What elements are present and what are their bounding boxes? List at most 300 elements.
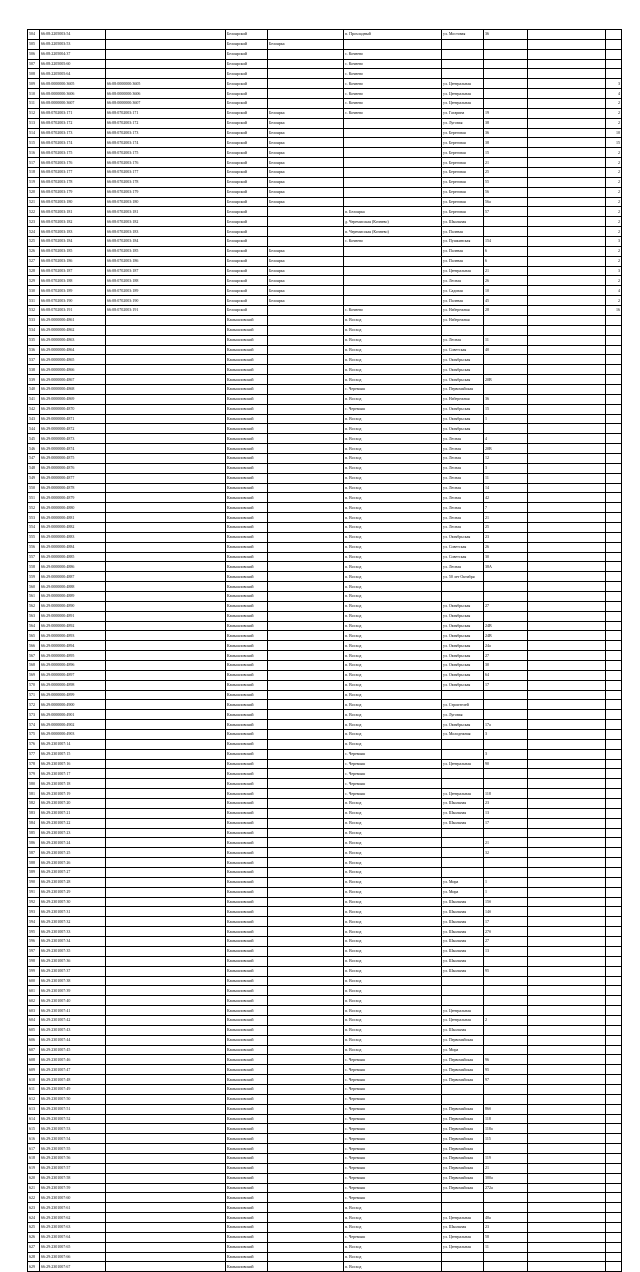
building-cell (528, 414, 606, 424)
table-row (28, 572, 622, 582)
settlement-cell: с. Кочнево (344, 108, 442, 118)
settlement-cell (344, 138, 442, 148)
district-type-cell: Белоярка (268, 197, 344, 207)
settlement-cell: с. Кочнево (344, 79, 442, 89)
settlement-cell: п. Восход (344, 611, 442, 621)
building-cell (528, 582, 606, 592)
settlement-cell: п. Восход (344, 532, 442, 542)
building-cell (528, 1094, 606, 1104)
object-number-cell (106, 453, 226, 463)
settlement-cell: п. Восход (344, 1006, 442, 1016)
row-number-cell: 561 (28, 591, 40, 601)
settlement-cell: с. Кочнево (344, 59, 442, 69)
flat-cell (606, 789, 622, 799)
district-cell: Белоярский (226, 256, 268, 266)
district-cell: Камышловский (226, 1222, 268, 1232)
cadastral-number-cell: 66:29:2301007:67 (40, 1262, 106, 1272)
house-cell (484, 1262, 528, 1272)
cadastral-number-cell: 66:29:0000000:4895 (40, 651, 106, 661)
cadastral-number-cell: 66:29:0000000:4879 (40, 493, 106, 503)
object-number-cell (106, 858, 226, 868)
house-cell: 11 (484, 335, 528, 345)
house-cell: 24а (484, 641, 528, 651)
object-number-cell (106, 365, 226, 375)
house-cell (484, 49, 528, 59)
table-row (28, 651, 622, 661)
building-cell (528, 868, 606, 878)
flat-cell (606, 661, 622, 671)
district-type-cell (268, 345, 344, 355)
flat-cell (606, 759, 622, 769)
building-cell (528, 769, 606, 779)
district-cell: Камышловский (226, 789, 268, 799)
flat-cell (606, 1262, 622, 1272)
cadastral-number-cell: 66:29:2301007:21 (40, 808, 106, 818)
district-cell: Камышловский (226, 365, 268, 375)
house-cell: 42 (484, 493, 528, 503)
settlement-cell (344, 286, 442, 296)
house-cell: 118 (484, 789, 528, 799)
settlement-cell: с. Черемыш (344, 1232, 442, 1242)
flat-cell (606, 1252, 622, 1262)
district-type-cell (268, 384, 344, 394)
row-number-cell: 524 (28, 227, 40, 237)
settlement-cell: с. Черемыш (344, 1114, 442, 1124)
table-row (28, 118, 622, 128)
table-row (28, 394, 622, 404)
house-cell: 26 (484, 542, 528, 552)
flat-cell (606, 1124, 622, 1134)
district-type-cell (268, 1055, 344, 1065)
house-cell: 97 (484, 1075, 528, 1085)
building-cell (528, 1025, 606, 1035)
street-cell: ул. Полевая (442, 256, 484, 266)
cadastral-number-cell: 66:29:2301007:41 (40, 1006, 106, 1016)
district-type-cell (268, 1065, 344, 1075)
object-number-cell: 66:08:0702003:184 (106, 237, 226, 247)
district-cell: Камышловский (226, 1232, 268, 1242)
settlement-cell: п. Восход (344, 315, 442, 325)
building-cell (528, 631, 606, 641)
district-type-cell (268, 69, 344, 79)
house-cell (484, 858, 528, 868)
cadastral-number-cell: 66:29:0000000:4873 (40, 434, 106, 444)
street-cell (442, 1252, 484, 1262)
settlement-cell: п. Восход (344, 641, 442, 651)
building-cell (528, 207, 606, 217)
settlement-cell: п. Восход (344, 917, 442, 927)
district-cell: Камышловский (226, 759, 268, 769)
building-cell (528, 1134, 606, 1144)
building-cell (528, 1065, 606, 1075)
street-cell: ул. Лесная (442, 335, 484, 345)
settlement-cell: п. Восход (344, 661, 442, 671)
house-cell: 56а (484, 197, 528, 207)
settlement-cell: п. Восход (344, 946, 442, 956)
district-cell: Белоярский (226, 79, 268, 89)
row-number-cell: 515 (28, 138, 40, 148)
district-type-cell (268, 858, 344, 868)
flat-cell (606, 1232, 622, 1242)
flat-cell (606, 444, 622, 454)
row-number-cell: 510 (28, 89, 40, 99)
table-row (28, 1232, 622, 1242)
house-cell: 24В (484, 621, 528, 631)
table-row (28, 1134, 622, 1144)
cadastral-number-cell: 66:08:0702003:191 (40, 306, 106, 316)
cadastral-number-cell: 66:29:2301007:51 (40, 1104, 106, 1114)
district-type-cell (268, 651, 344, 661)
house-cell (484, 39, 528, 49)
cadastral-number-cell: 66:29:0000000:4877 (40, 473, 106, 483)
row-number-cell: 599 (28, 966, 40, 976)
house-cell (484, 690, 528, 700)
row-number-cell: 618 (28, 1153, 40, 1163)
flat-cell: 2 (606, 108, 622, 118)
row-number-cell: 530 (28, 286, 40, 296)
settlement-cell: с. Черемыш (344, 789, 442, 799)
flat-cell: 2 (606, 217, 622, 227)
building-cell (528, 1144, 606, 1154)
settlement-cell: п. Восход (344, 799, 442, 809)
street-cell (442, 1084, 484, 1094)
street-cell: ул. Лесная (442, 503, 484, 513)
district-cell: Камышловский (226, 1045, 268, 1055)
street-cell: ул. Мира (442, 887, 484, 897)
district-type-cell (268, 868, 344, 878)
street-cell: ул. Школьная (442, 917, 484, 927)
building-cell (528, 710, 606, 720)
row-number-cell: 627 (28, 1242, 40, 1252)
district-cell: Белоярский (226, 108, 268, 118)
house-cell (484, 769, 528, 779)
district-cell: Камышловский (226, 1242, 268, 1252)
address-register-table (27, 29, 622, 1272)
object-number-cell (106, 384, 226, 394)
table-row (28, 1075, 622, 1085)
building-cell (528, 680, 606, 690)
street-cell: ул. Школьная (442, 946, 484, 956)
settlement-cell: п. Восход (344, 621, 442, 631)
house-cell: 119 (484, 1153, 528, 1163)
district-type-cell: Белоярка (268, 138, 344, 148)
district-type-cell (268, 30, 344, 40)
street-cell: ул. Центральная (442, 789, 484, 799)
house-cell (484, 582, 528, 592)
row-number-cell: 577 (28, 749, 40, 759)
street-cell: ул. Октябрьская (442, 661, 484, 671)
district-type-cell (268, 1262, 344, 1272)
district-cell: Белоярский (226, 148, 268, 158)
house-cell (484, 1094, 528, 1104)
cadastral-number-cell: 66:08:0702003:189 (40, 286, 106, 296)
table-row (28, 1242, 622, 1252)
district-type-cell (268, 1163, 344, 1173)
house-cell: 14 (484, 483, 528, 493)
table-row (28, 1262, 622, 1272)
flat-cell: 4 (606, 89, 622, 99)
object-number-cell (106, 463, 226, 473)
table-row (28, 325, 622, 335)
settlement-cell: с. Черемыш (344, 384, 442, 394)
settlement-cell: с. Черемыш (344, 1163, 442, 1173)
object-number-cell (106, 1183, 226, 1193)
house-cell: 36 (484, 30, 528, 40)
district-cell: Камышловский (226, 473, 268, 483)
cadastral-number-cell: 66:29:0000000:4902 (40, 720, 106, 730)
row-number-cell: 521 (28, 197, 40, 207)
settlement-cell: п. Восход (344, 513, 442, 523)
cadastral-number-cell: 66:29:2301007:57 (40, 1163, 106, 1173)
district-cell: Камышловский (226, 739, 268, 749)
flat-cell: 3 (606, 237, 622, 247)
building-cell (528, 483, 606, 493)
settlement-cell: п. Восход (344, 670, 442, 680)
settlement-cell: п. Восход (344, 996, 442, 1006)
object-number-cell (106, 808, 226, 818)
table-row (28, 868, 622, 878)
district-type-cell (268, 799, 344, 809)
row-number-cell: 626 (28, 1232, 40, 1242)
settlement-cell: с. Черемыш (344, 1065, 442, 1075)
building-cell (528, 237, 606, 247)
street-cell: ул. Береговая (442, 177, 484, 187)
settlement-cell: п. Восход (344, 700, 442, 710)
row-number-cell: 621 (28, 1183, 40, 1193)
settlement-cell: п. Восход (344, 434, 442, 444)
table-row (28, 138, 622, 148)
row-number-cell: 551 (28, 493, 40, 503)
settlement-cell: п. Восход (344, 345, 442, 355)
object-number-cell: 66:08:0702003:188 (106, 276, 226, 286)
cadastral-number-cell: 66:29:0000000:4885 (40, 552, 106, 562)
row-number-cell: 519 (28, 177, 40, 187)
table-row (28, 473, 622, 483)
building-cell (528, 946, 606, 956)
district-cell: Камышловский (226, 976, 268, 986)
district-cell: Камышловский (226, 453, 268, 463)
house-cell: 17 (484, 680, 528, 690)
flat-cell (606, 690, 622, 700)
flat-cell (606, 394, 622, 404)
house-cell: 90 (484, 759, 528, 769)
district-type-cell (268, 89, 344, 99)
flat-cell (606, 1035, 622, 1045)
district-cell: Камышловский (226, 493, 268, 503)
district-cell: Камышловский (226, 720, 268, 730)
street-cell: ул. Октябрьская (442, 424, 484, 434)
building-cell (528, 365, 606, 375)
district-cell: Камышловский (226, 1075, 268, 1085)
district-cell: Камышловский (226, 414, 268, 424)
settlement-cell: п. Восход (344, 710, 442, 720)
district-cell: Камышловский (226, 828, 268, 838)
flat-cell (606, 621, 622, 631)
district-type-cell (268, 976, 344, 986)
district-type-cell (268, 1035, 344, 1045)
building-cell (528, 296, 606, 306)
flat-cell (606, 1045, 622, 1055)
house-cell (484, 79, 528, 89)
street-cell: ул. Школьная (442, 966, 484, 976)
street-cell: ул. Советская (442, 542, 484, 552)
flat-cell (606, 1104, 622, 1114)
district-type-cell (268, 907, 344, 917)
object-number-cell (106, 621, 226, 631)
table-row (28, 591, 622, 601)
district-cell: Камышловский (226, 1213, 268, 1223)
house-cell: 26 (484, 276, 528, 286)
building-cell (528, 887, 606, 897)
flat-cell (606, 1084, 622, 1094)
cadastral-number-cell: 66:29:2301007:25 (40, 848, 106, 858)
object-number-cell: 66:08:0702003:186 (106, 256, 226, 266)
table-row (28, 453, 622, 463)
row-number-cell: 565 (28, 631, 40, 641)
district-cell: Камышловский (226, 552, 268, 562)
cadastral-number-cell: 66:08:0702003:175 (40, 148, 106, 158)
flat-cell (606, 877, 622, 887)
street-cell: ул. Полевая (442, 227, 484, 237)
street-cell: ул. Школьная (442, 1222, 484, 1232)
settlement-cell: с. Черемыш (344, 1075, 442, 1085)
table-row (28, 1015, 622, 1025)
object-number-cell (106, 996, 226, 1006)
cadastral-number-cell: 66:08:2205005:60 (40, 59, 106, 69)
house-cell: 13 (484, 946, 528, 956)
cadastral-number-cell: 66:29:2301007:62 (40, 1213, 106, 1223)
house-cell: 86б (484, 1104, 528, 1114)
object-number-cell (106, 394, 226, 404)
street-cell (442, 1203, 484, 1213)
house-cell (484, 59, 528, 69)
table-row (28, 365, 622, 375)
row-number-cell: 554 (28, 522, 40, 532)
district-cell: Камышловский (226, 690, 268, 700)
cadastral-number-cell: 66:29:2301007:16 (40, 759, 106, 769)
district-cell: Белоярский (226, 30, 268, 40)
settlement-cell: п. Восход (344, 1015, 442, 1025)
settlement-cell (344, 266, 442, 276)
object-number-cell (106, 1084, 226, 1094)
row-number-cell: 511 (28, 99, 40, 109)
district-cell: Камышловский (226, 877, 268, 887)
house-cell: 55 (484, 177, 528, 187)
cadastral-number-cell: 66:08:0702003:181 (40, 207, 106, 217)
object-number-cell: 66:08:0702003:179 (106, 187, 226, 197)
object-number-cell (106, 1065, 226, 1075)
object-number-cell (106, 907, 226, 917)
district-cell: Камышловский (226, 1183, 268, 1193)
object-number-cell (106, 759, 226, 769)
object-number-cell (106, 325, 226, 335)
district-type-cell (268, 473, 344, 483)
settlement-cell: с. Кочнево (344, 69, 442, 79)
building-cell (528, 779, 606, 789)
district-cell: Камышловский (226, 444, 268, 454)
row-number-cell: 588 (28, 858, 40, 868)
cadastral-number-cell: 66:29:0000000:4871 (40, 414, 106, 424)
flat-cell (606, 552, 622, 562)
district-cell: Камышловский (226, 661, 268, 671)
flat-cell (606, 69, 622, 79)
row-number-cell: 595 (28, 927, 40, 937)
row-number-cell: 526 (28, 246, 40, 256)
object-number-cell (106, 335, 226, 345)
settlement-cell: п. Восход (344, 424, 442, 434)
district-type-cell (268, 1094, 344, 1104)
table-row (28, 986, 622, 996)
building-cell (528, 424, 606, 434)
district-type-cell (268, 306, 344, 316)
row-number-cell: 559 (28, 572, 40, 582)
house-cell (484, 710, 528, 720)
cadastral-number-cell: 66:29:2301007:20 (40, 799, 106, 809)
object-number-cell (106, 1055, 226, 1065)
building-cell (528, 927, 606, 937)
settlement-cell: п. Восход (344, 493, 442, 503)
settlement-cell: с. Черемыш (344, 1153, 442, 1163)
object-number-cell (106, 1124, 226, 1134)
row-number-cell: 597 (28, 946, 40, 956)
cadastral-number-cell: 66:08:2205003:53 (40, 39, 106, 49)
street-cell: ул. 50 лет Октября (442, 572, 484, 582)
table-row (28, 848, 622, 858)
object-number-cell (106, 848, 226, 858)
district-cell: Камышловский (226, 1173, 268, 1183)
flat-cell (606, 542, 622, 552)
table-row (28, 818, 622, 828)
district-type-cell (268, 621, 344, 631)
house-cell (484, 99, 528, 109)
cadastral-number-cell: 66:29:0000000:4891 (40, 611, 106, 621)
district-type-cell (268, 710, 344, 720)
district-type-cell (268, 49, 344, 59)
house-cell: 36 (484, 128, 528, 138)
settlement-cell: п. Прохладный (344, 30, 442, 40)
street-cell: ул. Полевая (442, 296, 484, 306)
building-cell (528, 1035, 606, 1045)
flat-cell (606, 1183, 622, 1193)
street-cell: ул. Первомайская (442, 1163, 484, 1173)
house-cell: 27б (484, 927, 528, 937)
flat-cell (606, 49, 622, 59)
row-number-cell: 629 (28, 1262, 40, 1272)
row-number-cell: 578 (28, 759, 40, 769)
house-cell: 23 (484, 1222, 528, 1232)
object-number-cell (106, 434, 226, 444)
house-cell (484, 315, 528, 325)
house-cell: 1 (484, 887, 528, 897)
object-number-cell (106, 49, 226, 59)
flat-cell (606, 513, 622, 523)
row-number-cell: 545 (28, 434, 40, 444)
flat-cell (606, 532, 622, 542)
district-cell: Камышловский (226, 946, 268, 956)
district-type-cell: Белоярка (268, 187, 344, 197)
table-row (28, 39, 622, 49)
object-number-cell (106, 631, 226, 641)
district-cell: Камышловский (226, 1153, 268, 1163)
district-type-cell (268, 1045, 344, 1055)
house-cell: 2 (484, 1015, 528, 1025)
building-cell (528, 542, 606, 552)
flat-cell (606, 1006, 622, 1016)
row-number-cell: 540 (28, 384, 40, 394)
building-cell (528, 858, 606, 868)
settlement-cell (344, 118, 442, 128)
cadastral-number-cell: 66:29:0000000:4870 (40, 404, 106, 414)
